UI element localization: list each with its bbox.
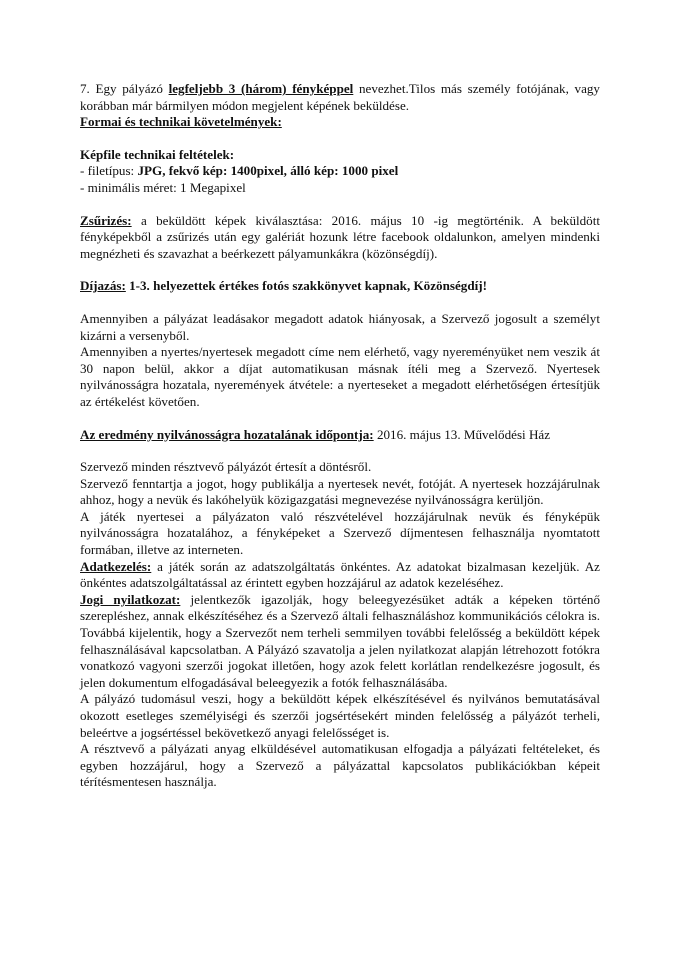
kepfile-filetype-label: - filetípus: — [80, 163, 138, 179]
zsurizes-label: Zsűrizés: — [80, 212, 132, 228]
formai-heading: Formai és technikai követelmények: — [80, 114, 282, 130]
kepfile-filetype — [80, 163, 600, 180]
dijazas-paragraph — [80, 278, 600, 295]
adatkezeles-paragraph — [80, 559, 600, 592]
amennyiben-paragraph-2: Amennyiben a nyertes/nyertesek megadott címe nem elérhető, vagy nyereményüket nem veszik át 30 napon belül, akkor a díjat automatikusan másnak ítéli meg a Szervező. Nyertesek nyilvánosságra hozatala, nyeremények átvétele: a nyerteseket a megadott elérhetőségen értesítjük az értékelést követően. — [80, 344, 600, 409]
resztvevo-paragraph: A résztvevő a pályázati anyag elküldésével automatikusan elfogadja a pályázati feltételeket, és egyben hozzájárul, hogy a Szervező a pályázattal kapcsolatos publikációkban képeit térítésmentesen használja. — [80, 741, 600, 790]
rule-7-paragraph — [80, 81, 600, 114]
szervezo-paragraph-2: Szervező fenntartja a jogot, hogy publikálja a nyertesek nevét, fotóját. A nyertesek hozzájárulnak ahhoz, hogy a nevük és lakóhelyük közigazgatási megnevezése nyilvánosságra kerüljön. — [80, 475, 600, 508]
jogi-label: Jogi nyilatkozat: — [80, 591, 181, 607]
tudomasul-paragraph: A pályázó tudomásul veszi, hogy a beküldött képek elkészítésével és nyilvános bemutatásával okozott esetleges személyiségi és szerzői jogsértésekért minden felelősség a pályázót terheli, beleértve a jogsértéssel bekövetkező anyagi felelősséget is. — [80, 691, 600, 740]
kepfile-heading: Képfile technikai feltételek: — [80, 146, 235, 162]
rule-7-text: nevezhet.Tilos más személy fotójának, vagy korábban már bármilyen módon megjelent képének beküldése. — [80, 81, 600, 113]
adatkezeles-text: a játék során az adatszolgáltatás önkéntes. Az adatokat bizalmasan kezeljük. Az önkéntes adatszolgáltatással az érintett egyben hozzájárul az adatok kezeléséhez. — [80, 558, 600, 591]
adatkezeles-label: Adatkezelés: — [80, 558, 152, 574]
kepfile-min-size: - minimális méret: 1 Megapixel — [80, 179, 246, 195]
eredmeny-paragraph — [80, 427, 600, 444]
document-page — [80, 81, 600, 791]
jatek-paragraph: A játék nyertesei a pályázaton való részvételével hozzájárulnak nevük és fényképük nyilvánosságra hozatalához, a fényképeket a Szervező díjmentesen felhasználja nyomtatott formában, illetve az interneten. — [80, 508, 600, 558]
jogi-text: jelentkezők igazolják, hogy beleegyezésüket adták a képeken történő szerepléshez, annak elkészítéséhez és a Szervező általi felhasználáshoz kommunikációs célokra is. Továbbá kijelentik, hogy a Szervezőt nem terheli semmilyen további felelősség a beküldött képek felhasználásával kapcsolatban. A Pályázó szavatolja a jelen nyilatkozat alapján létrehozott fotókra vonatkozó vagyoni szerzői jogokat illetően, hogy azok felett korlátlan rendelkezésre jogosult, és jelen dokumentum elfogadásával beleegyezik a fotók felhasználásába. — [80, 591, 600, 690]
rule-7-intro: 7. Egy pályázó — [80, 81, 169, 96]
szervezo-paragraph-1: Szervező minden résztvevő pályázót értesít a döntésről. — [80, 459, 372, 475]
amennyiben-paragraph-1: Amennyiben a pályázat leadásakor megadott adatok hiányosak, a Szervező jogosult a személyt kizárni a versenyből. — [80, 310, 600, 343]
zsurizes-paragraph — [80, 213, 600, 263]
eredmeny-label: Az eredmény nyilvánosságra hozatalának időpontja: — [80, 426, 374, 442]
eredmeny-text: 2016. május 13. Művelődési Ház — [373, 426, 551, 442]
jogi-paragraph — [80, 592, 600, 692]
dijazas-text: 1-3. helyezettek értékes fotós szakkönyvet kapnak, Közönségdíj! — [125, 278, 487, 294]
rule-7-photo-limit: legfeljebb 3 (három) fényképpel — [168, 81, 354, 96]
kepfile-filetype-value: JPG, fekvő kép: 1400pixel, álló kép: 1000 pixel — [137, 163, 399, 179]
zsurizes-text: a beküldött képek kiválasztása: 2016. május 10 -ig megtörténik. A beküldött fényképekből a zsűrizés után egy galériát hozunk létre facebook oldalunkon, amelyen mindenki megnézheti és szavazhat a beérkezett pályamunkákra (közönségdíj). — [80, 212, 600, 261]
dijazas-label: Díjazás: — [80, 278, 126, 294]
